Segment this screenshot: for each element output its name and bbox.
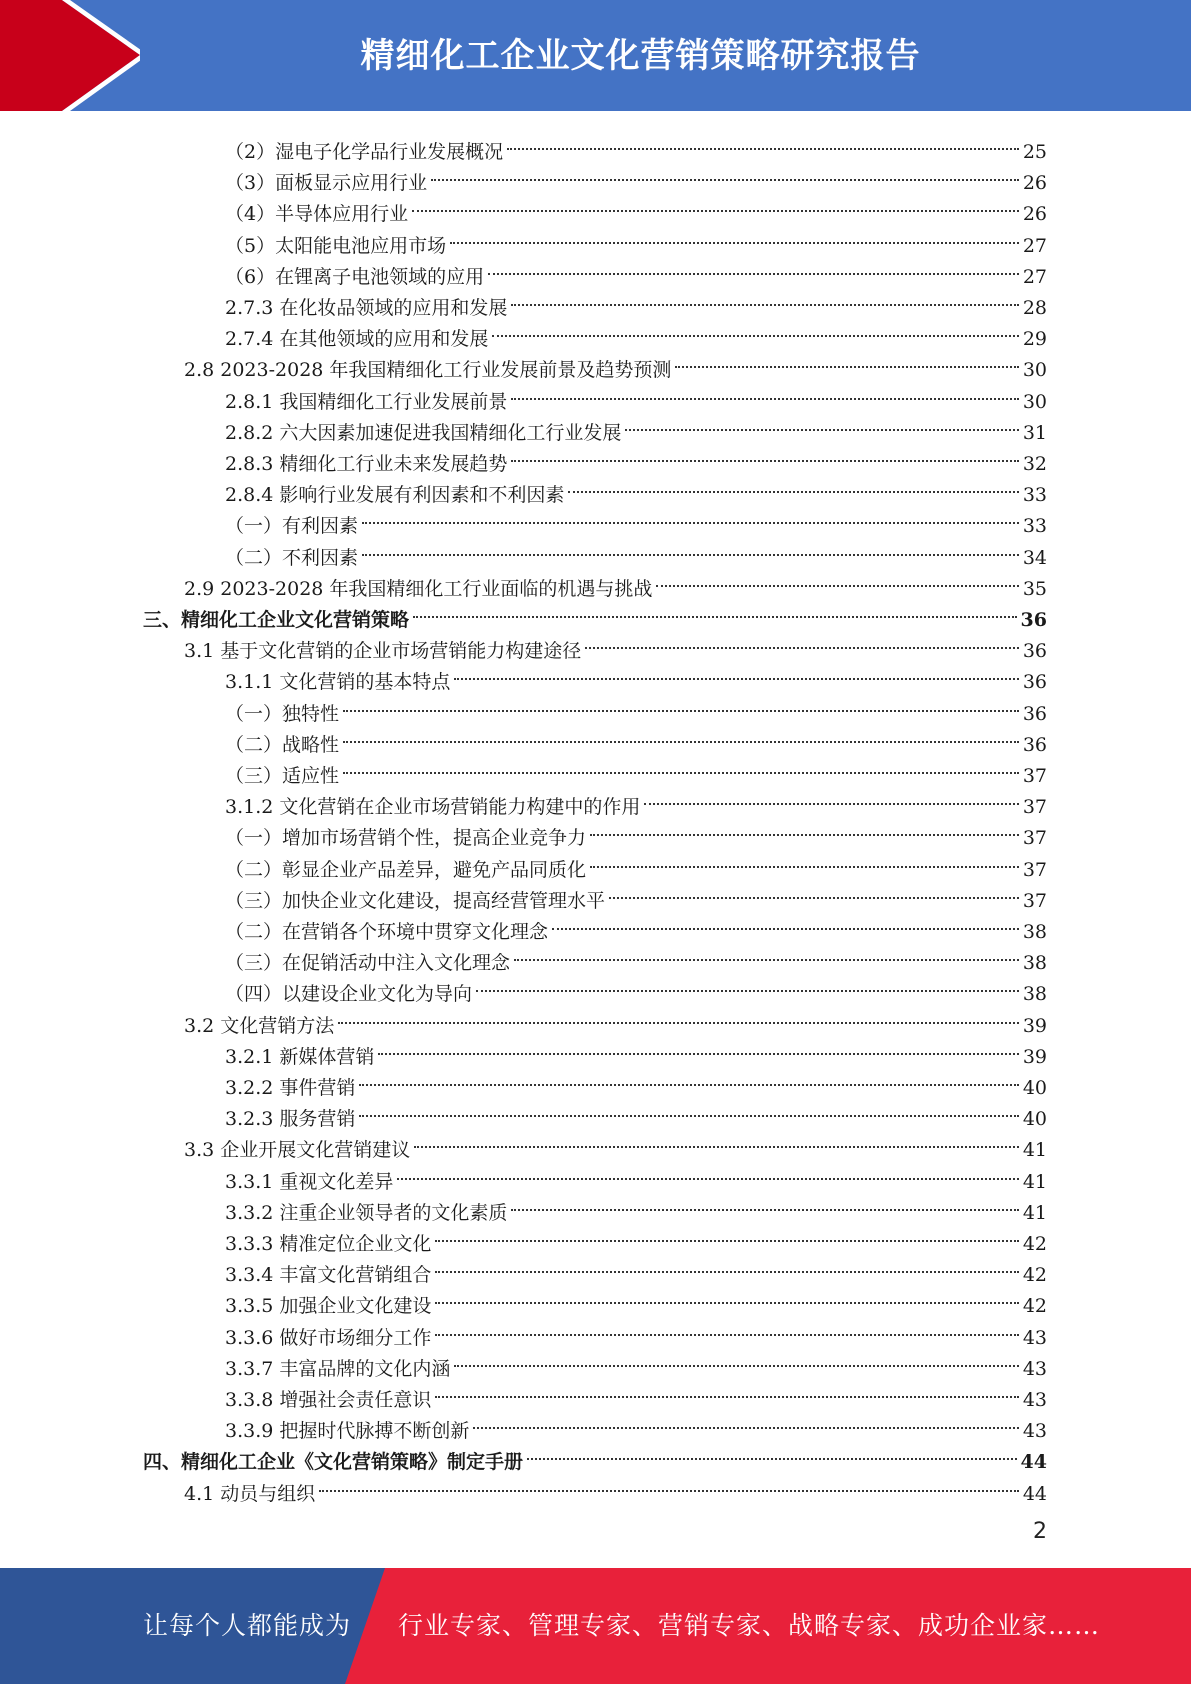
- toc-entry[interactable]: [225, 876, 1047, 912]
- toc-entry-page: 37: [1022, 765, 1047, 787]
- toc-entry-label: （2）湿电子化学品行业发展概况: [225, 141, 504, 163]
- toc-dot-leader: [509, 283, 1020, 314]
- toc-entry-label: 四、精细化工企业《文化营销策略》制定手册: [143, 1451, 524, 1473]
- toc-entry[interactable]: [225, 1375, 1047, 1411]
- toc-entry-label: （二）在营销各个环境中贯穿文化理念: [225, 921, 549, 943]
- toc-entry[interactable]: [225, 969, 1047, 1005]
- toc-entry-label: （一）有利因素: [225, 515, 359, 537]
- toc-entry[interactable]: [225, 189, 1047, 225]
- toc-entry-label: 3.3.3 精准定位企业文化: [225, 1233, 432, 1255]
- toc-dot-leader: [357, 1063, 1020, 1094]
- toc-entry-label: 2.8.2 六大因素加速促进我国精细化工行业发展: [225, 422, 622, 444]
- toc-dot-leader: [360, 501, 1021, 532]
- toc-entry-page: 39: [1022, 1046, 1047, 1068]
- toc-entry[interactable]: [225, 907, 1047, 943]
- toc-entry[interactable]: [225, 657, 1047, 693]
- toc-entry-label: 3.3 企业开展文化营销建议: [184, 1139, 411, 1161]
- toc-entry-page: 36: [1022, 734, 1047, 756]
- toc-entry[interactable]: [225, 314, 1047, 350]
- toc-entry[interactable]: [184, 1125, 1047, 1161]
- toc-entry-page: 41: [1022, 1139, 1047, 1161]
- toc-entry-page: 35: [1022, 578, 1047, 600]
- toc-entry-label: （一）增加市场营销个性，提高企业竞争力: [225, 827, 587, 849]
- toc-entry-label: 2.8.4 影响行业发展有利因素和不利因素: [225, 484, 565, 506]
- toc-entry-page: 37: [1022, 890, 1047, 912]
- toc-dot-leader: [452, 1344, 1020, 1375]
- toc-dot-leader: [505, 127, 1021, 158]
- toc-entry-label: 3.3.9 把握时代脉搏不断创新: [225, 1420, 470, 1442]
- toc-entry[interactable]: [225, 533, 1047, 569]
- toc-entry[interactable]: [225, 751, 1047, 787]
- toc-entry-page: 29: [1022, 328, 1047, 350]
- toc-entry[interactable]: [225, 1157, 1047, 1193]
- toc-entry-page: 36: [1022, 640, 1047, 662]
- toc-entry-page: 25: [1022, 141, 1047, 163]
- toc-entry[interactable]: [225, 1344, 1047, 1380]
- toc-dot-leader: [588, 813, 1021, 844]
- toc-entry-page: 33: [1022, 484, 1047, 506]
- toc-entry[interactable]: [225, 1032, 1047, 1068]
- toc-entry-label: （二）不利因素: [225, 547, 359, 569]
- toc-entry-page: 41: [1022, 1171, 1047, 1193]
- toc-entry[interactable]: [184, 1001, 1047, 1037]
- toc-entry-label: 3.2.2 事件营销: [225, 1077, 356, 1099]
- toc-dot-leader: [357, 1094, 1020, 1125]
- toc-entry-label: 2.7.4 在其他领域的应用和发展: [225, 328, 489, 350]
- toc-entry[interactable]: [225, 1406, 1047, 1442]
- footer-slogan-left: 让每个人都能成为: [143, 1611, 352, 1640]
- toc-entry-label: （二）彰显企业产品差异，避免产品同质化: [225, 859, 587, 881]
- toc-entry[interactable]: [184, 345, 1047, 381]
- toc-entry[interactable]: [225, 813, 1047, 849]
- toc-entry-page: 40: [1022, 1108, 1047, 1130]
- toc-entry-label: 2.8 2023-2028 年我国精细化工行业发展前景及趋势预测: [184, 359, 672, 381]
- toc-dot-leader: [395, 1157, 1020, 1188]
- toc-dot-leader: [412, 1125, 1021, 1156]
- toc-dot-leader: [486, 252, 1021, 283]
- toc-entry[interactable]: [225, 720, 1047, 756]
- toc-entry[interactable]: [225, 782, 1047, 818]
- toc-entry-page: 37: [1022, 827, 1047, 849]
- toc-entry-page: 40: [1022, 1077, 1047, 1099]
- toc-dot-leader: [509, 1188, 1020, 1219]
- toc-entry-page: 43: [1022, 1327, 1047, 1349]
- toc-dot-leader: [673, 345, 1020, 376]
- toc-dot-leader: [654, 564, 1020, 595]
- toc-entry[interactable]: [143, 595, 1047, 631]
- toc-entry-label: （4）半导体应用行业: [225, 203, 409, 225]
- toc-entry-label: 2.8.3 精细化工行业未来发展趋势: [225, 453, 508, 475]
- toc-dot-leader: [429, 158, 1021, 189]
- toc-entry-page: 44: [1022, 1483, 1047, 1505]
- toc-dot-leader: [471, 1406, 1020, 1437]
- toc-dot-leader: [336, 1001, 1021, 1032]
- toc-entry-label: 3.1.1 文化营销的基本特点: [225, 671, 451, 693]
- toc-entry-page: 39: [1022, 1015, 1047, 1037]
- toc-dot-leader: [376, 1032, 1020, 1063]
- toc-dot-leader: [360, 533, 1021, 564]
- toc-entry-page: 31: [1022, 422, 1047, 444]
- toc-dot-leader: [410, 189, 1021, 220]
- toc-entry[interactable]: [225, 1281, 1047, 1317]
- toc-entry-page: 42: [1022, 1233, 1047, 1255]
- toc-entry-page: 37: [1022, 796, 1047, 818]
- toc-dot-leader: [583, 626, 1021, 657]
- toc-entry[interactable]: [225, 1219, 1047, 1255]
- toc-entry-label: 3.2 文化营销方法: [184, 1015, 335, 1037]
- toc-entry-page: 43: [1022, 1389, 1047, 1411]
- toc-dot-leader: [341, 689, 1021, 720]
- toc-entry-page: 37: [1022, 859, 1047, 881]
- toc-entry[interactable]: [225, 1094, 1047, 1130]
- toc-dot-leader: [433, 1250, 1020, 1281]
- toc-entry[interactable]: [225, 1188, 1047, 1224]
- toc-entry-page: 44: [1020, 1451, 1047, 1473]
- toc-entry-label: （二）战略性: [225, 734, 340, 756]
- toc-entry[interactable]: [225, 283, 1047, 319]
- toc-entry-label: （6）在锂离子电池领域的应用: [225, 266, 485, 288]
- toc-dot-leader: [433, 1219, 1020, 1250]
- toc-entry-label: （四）以建设企业文化为导向: [225, 983, 473, 1005]
- toc-dot-leader: [433, 1281, 1020, 1312]
- toc-dot-leader: [341, 720, 1021, 751]
- toc-entry-label: 2.7.3 在化妆品领域的应用和发展: [225, 297, 508, 319]
- toc-entry[interactable]: [225, 221, 1047, 257]
- toc-entry-label: 3.2.1 新媒体营销: [225, 1046, 375, 1068]
- toc-entry-page: 43: [1022, 1420, 1047, 1442]
- toc-entry[interactable]: [225, 158, 1047, 194]
- toc-dot-leader: [341, 751, 1021, 782]
- toc-entry[interactable]: [225, 938, 1047, 974]
- toc-entry-page: 32: [1022, 453, 1047, 475]
- toc-entry-page: 28: [1022, 297, 1047, 319]
- toc-entry-label: 3.3.6 做好市场细分工作: [225, 1327, 432, 1349]
- toc-entry-page: 30: [1022, 359, 1047, 381]
- toc-entry-label: （一）独特性: [225, 703, 340, 725]
- toc-entry[interactable]: [143, 1437, 1047, 1473]
- toc-entry[interactable]: [225, 845, 1047, 881]
- toc-entry[interactable]: [225, 1313, 1047, 1349]
- toc-entry-label: （5）太阳能电池应用市场: [225, 235, 447, 257]
- toc-entry-label: 3.1.2 文化营销在企业市场营销能力构建中的作用: [225, 796, 641, 818]
- toc-entry-label: 3.2.3 服务营销: [225, 1108, 356, 1130]
- report-title: 精细化工企业文化营销策略研究报告: [360, 36, 921, 76]
- toc-entry-label: 3.3.5 加强企业文化建设: [225, 1295, 432, 1317]
- toc-entry-label: （3）面板显示应用行业: [225, 172, 428, 194]
- toc-entry-label: 3.1 基于文化营销的企业市场营销能力构建途径: [184, 640, 582, 662]
- page-header: [0, 0, 1191, 111]
- toc-dot-leader: [525, 1437, 1019, 1468]
- toc-entry[interactable]: [225, 252, 1047, 288]
- toc-dot-leader: [509, 439, 1020, 470]
- footer-slogan-right: 行业专家、管理专家、营销专家、战略专家、成功企业家……: [398, 1611, 1101, 1640]
- toc-entry[interactable]: [225, 1250, 1047, 1286]
- toc-dot-leader: [490, 314, 1020, 345]
- toc-entry-page: 42: [1022, 1295, 1047, 1317]
- toc-dot-leader: [474, 969, 1021, 1000]
- toc-entry[interactable]: [184, 626, 1047, 662]
- toc-entry-label: 4.1 动员与组织: [184, 1483, 316, 1505]
- toc-entry-page: 26: [1022, 172, 1047, 194]
- toc-entry-label: 3.3.7 丰富品牌的文化内涵: [225, 1358, 451, 1380]
- toc-entry[interactable]: [225, 1063, 1047, 1099]
- toc-entry[interactable]: [225, 408, 1047, 444]
- page-number: 2: [1033, 1519, 1047, 1544]
- toc-entry-page: 36: [1022, 671, 1047, 693]
- toc-entry[interactable]: [225, 439, 1047, 475]
- toc-entry-label: （三）在促销活动中注入文化理念: [225, 952, 511, 974]
- toc-entry-label: 2.8.1 我国精细化工行业发展前景: [225, 391, 508, 413]
- toc-entry-page: 42: [1022, 1264, 1047, 1286]
- toc-dot-leader: [607, 876, 1021, 907]
- toc-dot-leader: [566, 470, 1020, 501]
- toc-dot-leader: [550, 907, 1021, 938]
- toc-entry-page: 34: [1022, 547, 1047, 569]
- toc-dot-leader: [452, 657, 1020, 688]
- toc-entry-label: 3.3.1 重视文化差异: [225, 1171, 394, 1193]
- toc-entry-label: 3.3.2 注重企业领导者的文化素质: [225, 1202, 508, 1224]
- toc-dot-leader: [448, 221, 1021, 252]
- toc-entry-label: 三、精细化工企业文化营销策略: [143, 609, 410, 631]
- toc-entry-page: 27: [1022, 266, 1047, 288]
- toc-entry[interactable]: [184, 564, 1047, 600]
- toc-dot-leader: [433, 1375, 1020, 1406]
- toc-entry-label: （三）加快企业文化建设，提高经营管理水平: [225, 890, 606, 912]
- page-footer: [0, 1568, 1191, 1684]
- toc-entry-page: 38: [1022, 952, 1047, 974]
- toc-entry-page: 36: [1022, 703, 1047, 725]
- toc-entry[interactable]: [225, 689, 1047, 725]
- toc-entry-label: 2.9 2023-2028 年我国精细化工行业面临的机遇与挑战: [184, 578, 653, 600]
- toc-dot-leader: [317, 1469, 1021, 1500]
- toc-entry[interactable]: [184, 1469, 1047, 1505]
- toc-entry-page: 27: [1022, 235, 1047, 257]
- toc-dot-leader: [433, 1313, 1020, 1344]
- toc-entry-page: 38: [1022, 921, 1047, 943]
- toc-entry-page: 26: [1022, 203, 1047, 225]
- toc-dot-leader: [509, 377, 1020, 408]
- toc-entry-page: 36: [1020, 609, 1047, 631]
- toc-entry-label: （三）适应性: [225, 765, 340, 787]
- toc-entry-page: 41: [1022, 1202, 1047, 1224]
- toc-dot-leader: [512, 938, 1021, 969]
- toc-entry[interactable]: [225, 377, 1047, 413]
- toc-entry[interactable]: [225, 501, 1047, 537]
- toc-entry-label: 3.3.8 增强社会责任意识: [225, 1389, 432, 1411]
- toc-dot-leader: [411, 595, 1019, 626]
- toc-entry-page: 30: [1022, 391, 1047, 413]
- toc-dot-leader: [623, 408, 1020, 439]
- toc-dot-leader: [588, 845, 1021, 876]
- toc-entry-page: 38: [1022, 983, 1047, 1005]
- toc-entry[interactable]: [225, 470, 1047, 506]
- toc-entry-page: 33: [1022, 515, 1047, 537]
- toc-entry[interactable]: [225, 127, 1047, 163]
- toc-dot-leader: [642, 782, 1020, 813]
- toc-entry-label: 3.3.4 丰富文化营销组合: [225, 1264, 432, 1286]
- toc-entry-page: 43: [1022, 1358, 1047, 1380]
